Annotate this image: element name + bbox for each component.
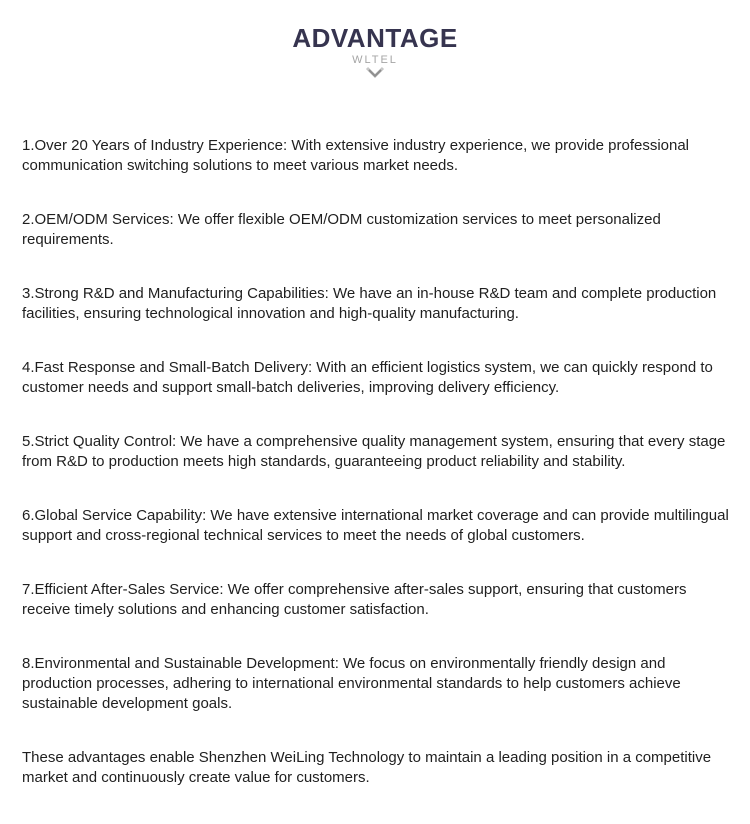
brand-subtitle: WLTEL bbox=[352, 54, 398, 66]
advantage-item-5: 5.Strict Quality Control: We have a comprehensive quality management system, ensuring that every stage from R&D to production meets high standards, guaranteeing product reliability and stability. bbox=[22, 433, 726, 470]
advantage-item-2: 2.OEM/ODM Services: We offer flexible OEM/ODM customization services to meet personalized requirements. bbox=[22, 211, 661, 248]
chevron-down-icon bbox=[365, 66, 385, 80]
advantages-list bbox=[22, 136, 732, 822]
summary-paragraph: These advantages enable Shenzhen WeiLing Technology to maintain a leading position in a competitive market and continuously create value for customers. bbox=[22, 749, 712, 786]
advantage-item-7: 7.Efficient After-Sales Service: We offer comprehensive after-sales support, ensuring that customers receive timely solutions and enhancing customer satisfaction. bbox=[22, 581, 687, 618]
advantage-item-1: 1.Over 20 Years of Industry Experience: With extensive industry experience, we provide professional communication switching solutions to meet various market needs. bbox=[22, 137, 690, 174]
advantage-item-3: 3.Strong R&D and Manufacturing Capabilities: We have an in-house R&D team and complete production facilities, ensuring technological innovation and high-quality manufacturing. bbox=[22, 285, 717, 322]
section-header bbox=[0, 22, 750, 80]
page-title: ADVANTAGE bbox=[292, 23, 458, 53]
advantage-item-6: 6.Global Service Capability: We have extensive international market coverage and can provide multilingual support and cross-regional technical services to meet the needs of global customers. bbox=[22, 507, 729, 544]
advantage-item-4: 4.Fast Response and Small-Batch Delivery: With an efficient logistics system, we can quickly respond to customer needs and support small-batch deliveries, improving delivery efficiency. bbox=[22, 359, 713, 396]
advantage-item-8: 8.Environmental and Sustainable Development: We focus on environmentally friendly design and production processes, adhering to international environmental standards to help customers achieve sustainable development goals. bbox=[22, 655, 681, 712]
